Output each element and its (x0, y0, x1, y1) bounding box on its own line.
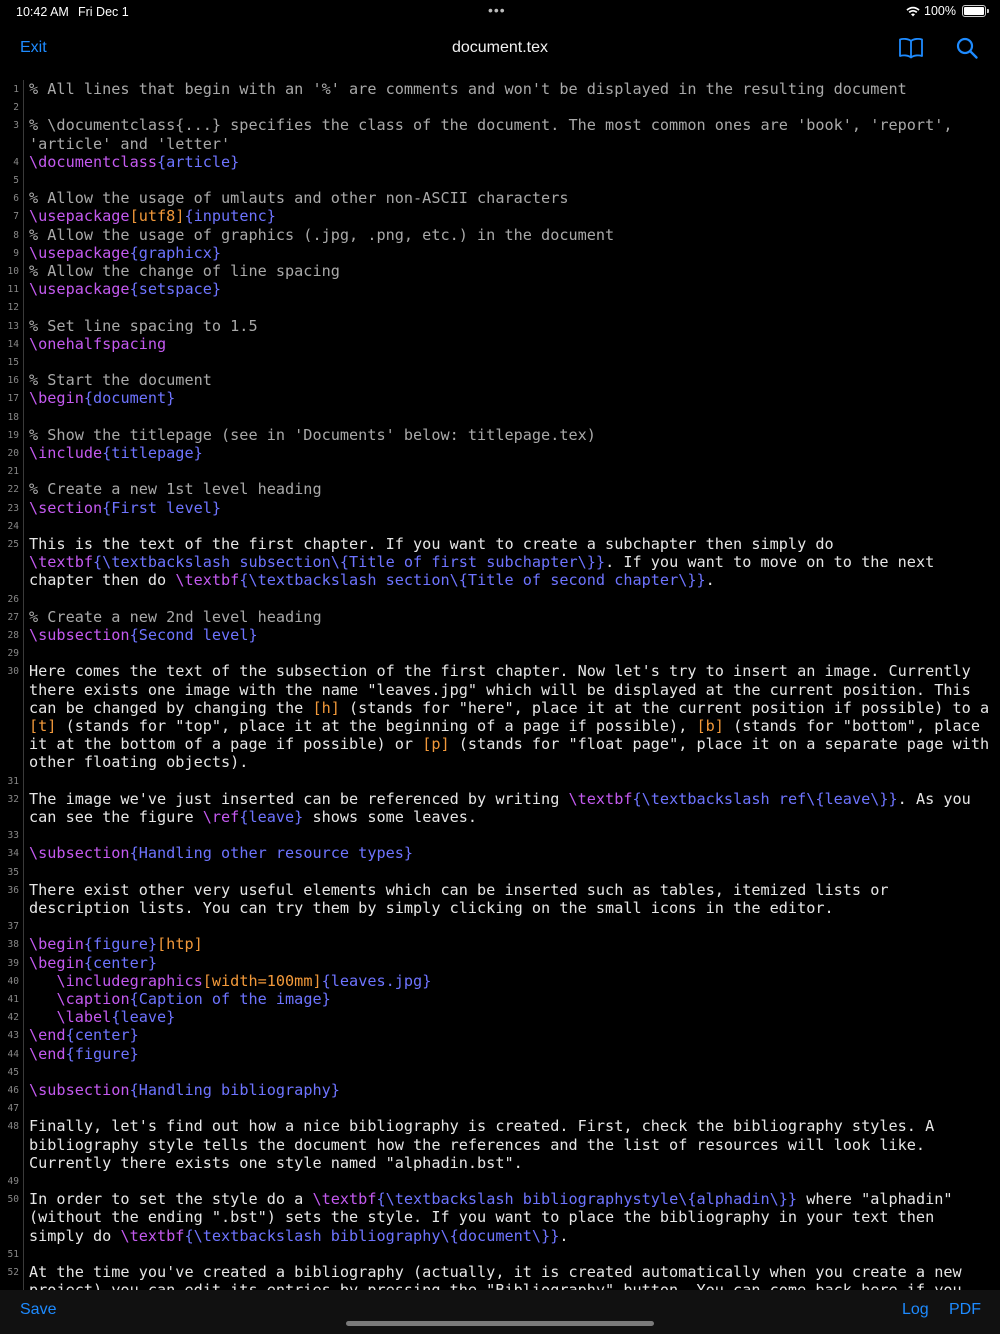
line-number: 46 (7, 1085, 19, 1096)
plain-text (29, 990, 56, 1008)
latex-command: \include (29, 444, 103, 462)
code-line[interactable] (29, 935, 995, 953)
line-number: 14 (7, 338, 19, 350)
latex-argument: {Handling bibliography} (129, 1081, 340, 1099)
line-number: 37 (7, 921, 19, 933)
code-line[interactable] (29, 790, 995, 826)
wifi-icon (906, 6, 920, 17)
plain-text: . As you can see the figure (29, 789, 980, 826)
latex-command: \begin (29, 389, 84, 408)
battery-percent: 100% (924, 4, 956, 18)
line-number: 6 (13, 193, 19, 205)
code-line[interactable] (29, 881, 995, 917)
plain-text: (stands for "bottom", place it at the bottom of a page if possible) or (29, 717, 990, 754)
latex-argument: {inputenc} (184, 207, 276, 226)
comment-text: % \documentclass{...} specifies the class of the document. The most common ones are 'book', 'report', 'article' and 'letter' (29, 116, 962, 153)
line-number: 33 (7, 830, 19, 842)
code-line[interactable] (29, 1190, 995, 1245)
line-number: 17 (7, 393, 19, 405)
line-number: 44 (7, 1048, 19, 1060)
line-number: 23 (7, 502, 19, 514)
code-line[interactable] (29, 954, 995, 972)
plain-text: where "alphadin" (without the ending ".bst") sets the style. If you want to place the bibliography in your text then simply do (29, 1190, 962, 1245)
code-editor[interactable] (0, 80, 1000, 1290)
line-number: 12 (7, 302, 19, 314)
plain-text: Here comes the text of the subsection of the first chapter. Now let's try to insert an image. Currently there exists one image with the name "leaves.jpg" which will be displayed at the current position. This can be changed by changing the (29, 662, 980, 717)
latex-option: [p] (422, 735, 450, 754)
line-number: 3 (13, 120, 19, 132)
latex-command: \end (29, 1026, 66, 1045)
latex-argument: {center} (83, 953, 158, 972)
latex-command: \subsection (29, 1081, 130, 1099)
line-number: 13 (7, 320, 19, 332)
latex-argument: {figure} (65, 1044, 139, 1063)
code-line[interactable] (29, 990, 995, 1008)
code-line[interactable] (29, 80, 995, 98)
latex-argument: {Second level} (129, 626, 258, 644)
line-number: 22 (7, 484, 19, 496)
code-line[interactable] (29, 480, 995, 498)
plain-text: (stands for "float page", place it on a separate page with other floating objects). (29, 735, 999, 772)
code-line[interactable] (29, 244, 995, 262)
plain-text: . If you want to move on to the next chapter then do (29, 553, 944, 590)
latex-option: [width=100mm] (202, 971, 322, 990)
code-line[interactable] (29, 226, 995, 244)
latex-argument: {figure} (83, 935, 158, 954)
latex-command: \subsection (29, 626, 130, 644)
status-time: 10:42 AM (16, 5, 69, 19)
comment-text: % Start the document (29, 371, 212, 390)
line-number: 11 (7, 284, 19, 296)
line-number: 49 (7, 1176, 19, 1187)
save-button[interactable]: Save (20, 1301, 57, 1318)
code-line[interactable] (29, 626, 995, 644)
line-number: 21 (7, 466, 19, 478)
latex-argument: {\textbackslash bibliographystyle\{alphadin\}} (376, 1190, 798, 1209)
line-number: 29 (7, 648, 19, 660)
latex-command: \onehalfspacing (29, 334, 167, 353)
code-line[interactable] (29, 844, 995, 862)
latex-argument: {\textbackslash subsection\{Title of first subchapter\}} (93, 553, 606, 572)
latex-option: [utf8] (129, 207, 185, 226)
latex-argument: {Caption of the image} (129, 990, 331, 1008)
comment-text: % Allow the usage of graphics (.jpg, .png, etc.) in the document (29, 225, 615, 244)
latex-argument: {\textbackslash bibliography\{document\}} (184, 1226, 560, 1245)
plain-text: In order to set the style do a (29, 1190, 313, 1209)
line-number: 41 (7, 994, 19, 1005)
code-line[interactable] (29, 1008, 995, 1026)
code-line[interactable] (29, 1026, 995, 1044)
line-number: 1 (13, 84, 19, 95)
plain-text: At the time you've created a bibliography (actually, it is created automatically when you create a new (29, 1263, 962, 1281)
line-number: 15 (7, 357, 19, 368)
line-number: 8 (13, 229, 19, 241)
code-line[interactable] (29, 662, 999, 772)
code-line[interactable] (29, 207, 995, 225)
code-line[interactable] (29, 153, 995, 171)
comment-text: % Show the titlepage (see in 'Documents' below: titlepage.tex) (29, 425, 596, 444)
latex-argument: {leaves.jpg} (321, 971, 432, 990)
line-number: 45 (7, 1066, 19, 1078)
line-number: 9 (13, 247, 19, 259)
line-number: 32 (7, 793, 19, 805)
latex-command: \end (29, 1044, 66, 1063)
code-line[interactable] (29, 371, 995, 389)
line-number: 26 (7, 593, 19, 605)
navigation-bar (0, 26, 1000, 72)
line-number: 38 (7, 939, 19, 951)
line-number: 42 (7, 1012, 19, 1024)
comment-text: % Allow the usage of umlauts and other non-ASCII characters (29, 189, 569, 208)
latex-argument: {\textbackslash section\{Title of second chapter\}} (239, 571, 706, 590)
plain-text: This is the text of the first chapter. If you want to create a subchapter then simply do (29, 535, 843, 553)
line-number: 4 (13, 156, 19, 168)
latex-command: \subsection (29, 844, 130, 863)
latex-argument: {Handling other resource types} (129, 844, 414, 863)
plain-text (29, 1008, 56, 1026)
pdf-button[interactable]: PDF (949, 1301, 981, 1318)
code-line[interactable] (29, 116, 995, 152)
comment-text: % Allow the change of line spacing (29, 262, 340, 280)
latex-argument: {\textbackslash ref\{leave\}} (632, 789, 898, 808)
code-line[interactable] (29, 189, 995, 207)
latex-command: \begin (29, 935, 84, 954)
code-line[interactable] (29, 1081, 995, 1099)
line-number: 51 (7, 1248, 19, 1260)
latex-option: [h] (312, 698, 340, 717)
latex-command: \textbf (312, 1190, 377, 1209)
plain-text: The image we've just inserted can be referenced by writing (29, 789, 569, 808)
line-number: 35 (7, 866, 19, 878)
latex-command: \textbf (568, 789, 633, 808)
plain-text: (stands for "here", place it at the current position if possible) to a (339, 698, 999, 717)
line-number: 5 (13, 175, 19, 186)
line-number: 25 (7, 539, 19, 550)
book-icon[interactable] (898, 36, 924, 60)
code-line[interactable] (29, 389, 995, 407)
code-line[interactable] (29, 499, 995, 517)
code-line[interactable] (29, 262, 995, 280)
status-bar (0, 0, 1000, 26)
plain-text: Finally, let's find out how a nice bibliography is created. First, check the bibliography styles. A bibliography style tells the document how the references and the list of resources will look like. Currently there exists one style named "alphadin.bst". (29, 1117, 944, 1172)
code-line[interactable] (29, 972, 995, 990)
comment-text: % Create a new 2nd level heading (29, 607, 322, 626)
exit-button[interactable]: Exit (20, 39, 47, 56)
line-number: 2 (13, 102, 19, 114)
line-number: 34 (7, 848, 19, 860)
code-line[interactable] (29, 335, 995, 353)
latex-command: \section (29, 498, 103, 517)
line-number: 36 (7, 884, 19, 896)
code-line[interactable] (29, 426, 995, 444)
log-button[interactable]: Log (902, 1301, 929, 1318)
plain-text: . (559, 1226, 569, 1245)
line-number: 48 (7, 1121, 19, 1133)
comment-text: % Set line spacing to 1.5 (29, 316, 258, 335)
line-number: 20 (7, 448, 19, 459)
line-number: 28 (7, 630, 19, 641)
latex-argument: {First level} (102, 498, 222, 517)
line-number: 24 (7, 520, 19, 532)
latex-argument: {titlepage} (102, 444, 203, 462)
code-line[interactable] (29, 317, 995, 335)
line-number: 19 (7, 429, 19, 441)
line-number: 40 (7, 975, 19, 987)
line-number: 7 (13, 211, 19, 223)
plain-text: (stands for "top", place it at the beginning of a page if possible), (56, 717, 697, 735)
gutter-divider (23, 80, 24, 1290)
plain-text: shows some leaves. (303, 808, 478, 826)
bottom-toolbar (0, 1290, 1000, 1334)
latex-command: \includegraphics (56, 971, 203, 990)
latex-command: \usepackage (29, 280, 130, 299)
comment-text: % Create a new 1st level heading (29, 480, 322, 499)
latex-argument: {leave} (111, 1008, 176, 1027)
latex-command: \textbf (175, 571, 240, 590)
latex-option: [t] (29, 717, 57, 735)
comment-text: % All lines that begin with an '%' are comments and won't be displayed in the resulting document (29, 80, 907, 98)
code-line[interactable] (29, 535, 995, 590)
line-number: 52 (7, 1267, 19, 1278)
line-number: 39 (7, 957, 19, 969)
code-line[interactable] (29, 280, 995, 298)
line-number: 10 (7, 266, 19, 277)
latex-argument: {graphicx} (129, 243, 222, 262)
plain-text: . (705, 571, 715, 590)
latex-command: \usepackage (29, 207, 130, 226)
battery-icon (962, 5, 986, 17)
line-number: 30 (7, 666, 19, 678)
multitasking-dots-icon[interactable]: ••• (488, 2, 506, 18)
latex-command: \ref (202, 808, 240, 826)
line-number: 50 (7, 1194, 19, 1206)
code-line[interactable] (29, 1117, 995, 1172)
latex-option: [b] (696, 717, 724, 735)
latex-option: [htp] (157, 935, 203, 954)
line-number: 18 (7, 411, 19, 423)
code-line[interactable] (29, 1045, 995, 1063)
latex-argument: {setspace} (129, 280, 222, 299)
latex-argument: {document} (83, 389, 176, 408)
status-date: Fri Dec 1 (78, 5, 129, 19)
latex-command: \textbf (120, 1226, 185, 1245)
plain-text (29, 972, 56, 990)
latex-command: \caption (56, 990, 130, 1008)
latex-command: \textbf (29, 553, 94, 572)
latex-command: \label (56, 1008, 112, 1027)
latex-command: \usepackage (29, 243, 130, 262)
search-icon[interactable] (955, 36, 979, 60)
code-line[interactable] (29, 444, 995, 462)
latex-command: \documentclass (29, 152, 158, 171)
home-indicator[interactable] (346, 1321, 654, 1326)
code-line[interactable] (29, 608, 995, 626)
line-number: 16 (7, 375, 19, 387)
latex-command: \begin (29, 953, 84, 972)
line-number: 27 (7, 611, 19, 623)
line-number: 47 (7, 1103, 19, 1115)
latex-argument: {leave} (239, 808, 304, 826)
line-number: 43 (7, 1030, 19, 1042)
document-title: document.tex (451, 39, 549, 56)
latex-argument: {center} (65, 1026, 139, 1045)
line-number: 31 (7, 775, 19, 787)
plain-text: There exist other very useful elements which can be inserted such as tables, itemized lists or description lists. You can try them by simply clicking on the small icons in the editor. (29, 880, 898, 917)
latex-argument: {article} (157, 152, 240, 171)
